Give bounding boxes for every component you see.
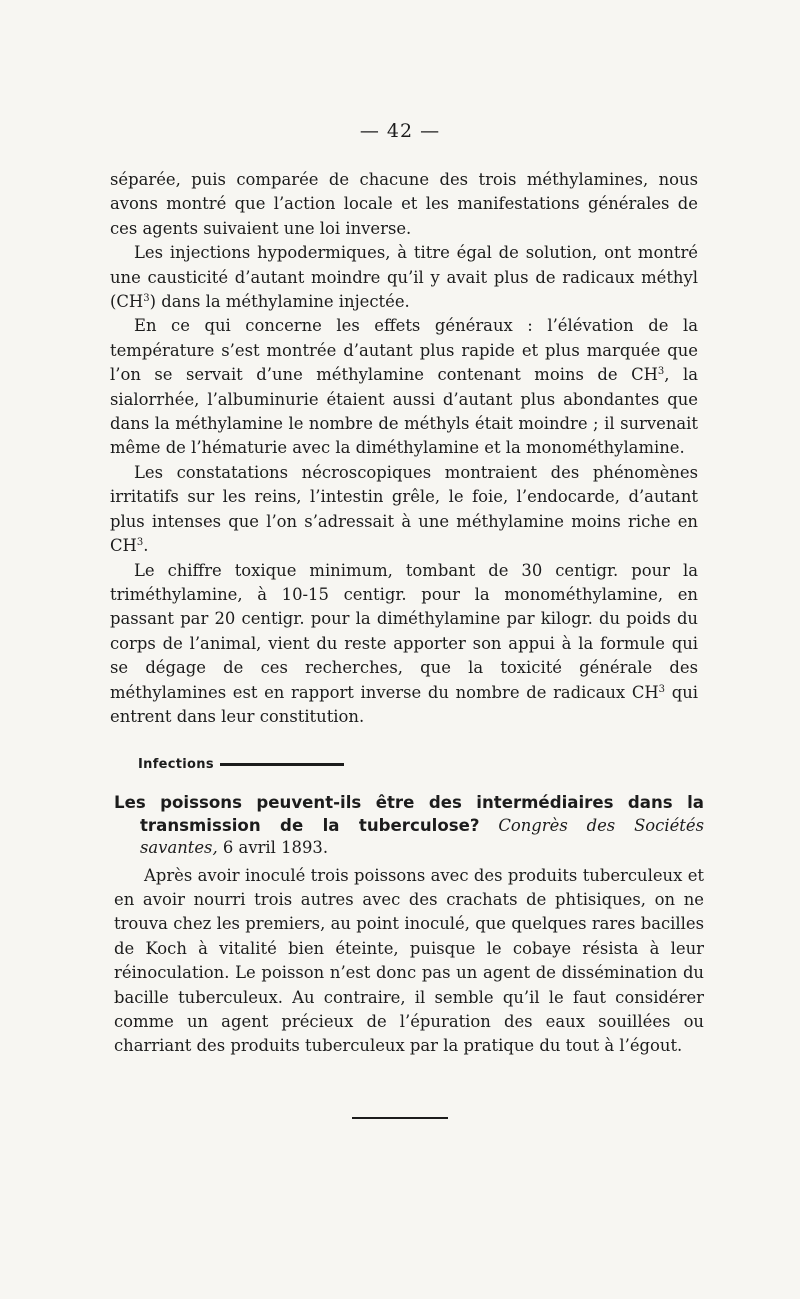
article-source: Congrès des Sociétés savantes,: [140, 815, 704, 857]
page-number: — 42 —: [359, 120, 441, 142]
article-body: Après avoir inoculé trois poissons avec des produits tuberculeux et en avoir nourri trois autres avec des crachats de phtisiques, on ne trouva chez les premiers, au point inoculé, que quelques rares bacilles de Koch à vitalité bien éteinte, puisque le cobaye résista à leur réinoculation. Le poisson n’est donc pas un agent de dissémination du bacille tuberculeux. Au contraire, il semble qu’il le faut considérer comme un agent précieux de l’épuration des eaux souillées ou charriant des produits tuberculeux par la pratique du tout à l’égout.: [114, 865, 704, 1056]
section-heading: [138, 757, 438, 772]
article: [114, 792, 704, 1059]
section-heading-label: Infections: [138, 757, 214, 772]
end-rule: [352, 1117, 448, 1119]
paragraph-text: Les injections hypodermiques, à titre égal de solution, ont montré une causticité d’autant moindre qu’il y avait plus de radicaux méthyl (CH: [110, 243, 698, 312]
paragraph-text: En ce qui concerne les effets généraux : l’élévation de la température s’est montrée d’autant plus rapide et plus marquée que l’on se servait d’une méthylamine contenant moins de CH: [110, 316, 698, 385]
superscript: 3: [143, 293, 150, 305]
paragraph-4: [110, 461, 698, 559]
paragraph-text: Le chiffre toxique minimum, tombant de 30 centigr. pour la triméthylamine, à 10-15 centigr. pour la monométhylamine, en passant par 20 centigr. pour la diméthylamine par kilogr. du poids du corps de l’animal, vient du reste apporter son appui à la formule qui se dégage de ces recherches, que la toxicité générale des méthylamines est en rapport inverse du nombre de radicaux CH: [110, 560, 698, 702]
superscript: 3: [657, 366, 665, 378]
article-headline: Les poissons peuvent-ils être des intermédiaires dans la transmission de la tuberculose?: [114, 793, 704, 835]
section-heading-rule: [220, 763, 344, 766]
paragraph-text: qui entrent dans leur constitution.: [110, 682, 698, 726]
paragraph-text: , la sialorrhée, l’albuminurie étaient aussi d’autant plus abondantes que dans la méthylamine le nombre de méthyls était moindre ; il survenait même de l’hématurie avec la diméthylamine et la monométhylamine.: [110, 365, 699, 458]
paragraph-text: ) dans la méthylamine injectée.: [149, 292, 410, 312]
paragraph-5: [110, 559, 698, 730]
superscript: 3: [658, 683, 666, 695]
paragraph-text: Les constatations nécroscopiques montraient des phénomènes irritatifs sur les reins, l’intestin grêle, le foie, l’endocarde, d’autant plus intenses que l’on s’adressait à une méthylamine moins riche en CH: [110, 462, 698, 556]
paragraph-2: [110, 241, 698, 314]
article-date: 6 avril 1893.: [222, 838, 329, 857]
article-title: [114, 792, 704, 860]
paragraph-text: .: [143, 536, 149, 556]
paragraph-1: [110, 168, 698, 241]
paragraph-3: [110, 314, 698, 460]
main-text: [110, 168, 698, 729]
paragraph-text: séparée, puis comparée de chacune des trois méthylamines, nous avons montré que l’action locale et les manifestations générales de ces agents suivaient une loi inverse.: [110, 170, 698, 238]
superscript: 3: [136, 537, 144, 549]
